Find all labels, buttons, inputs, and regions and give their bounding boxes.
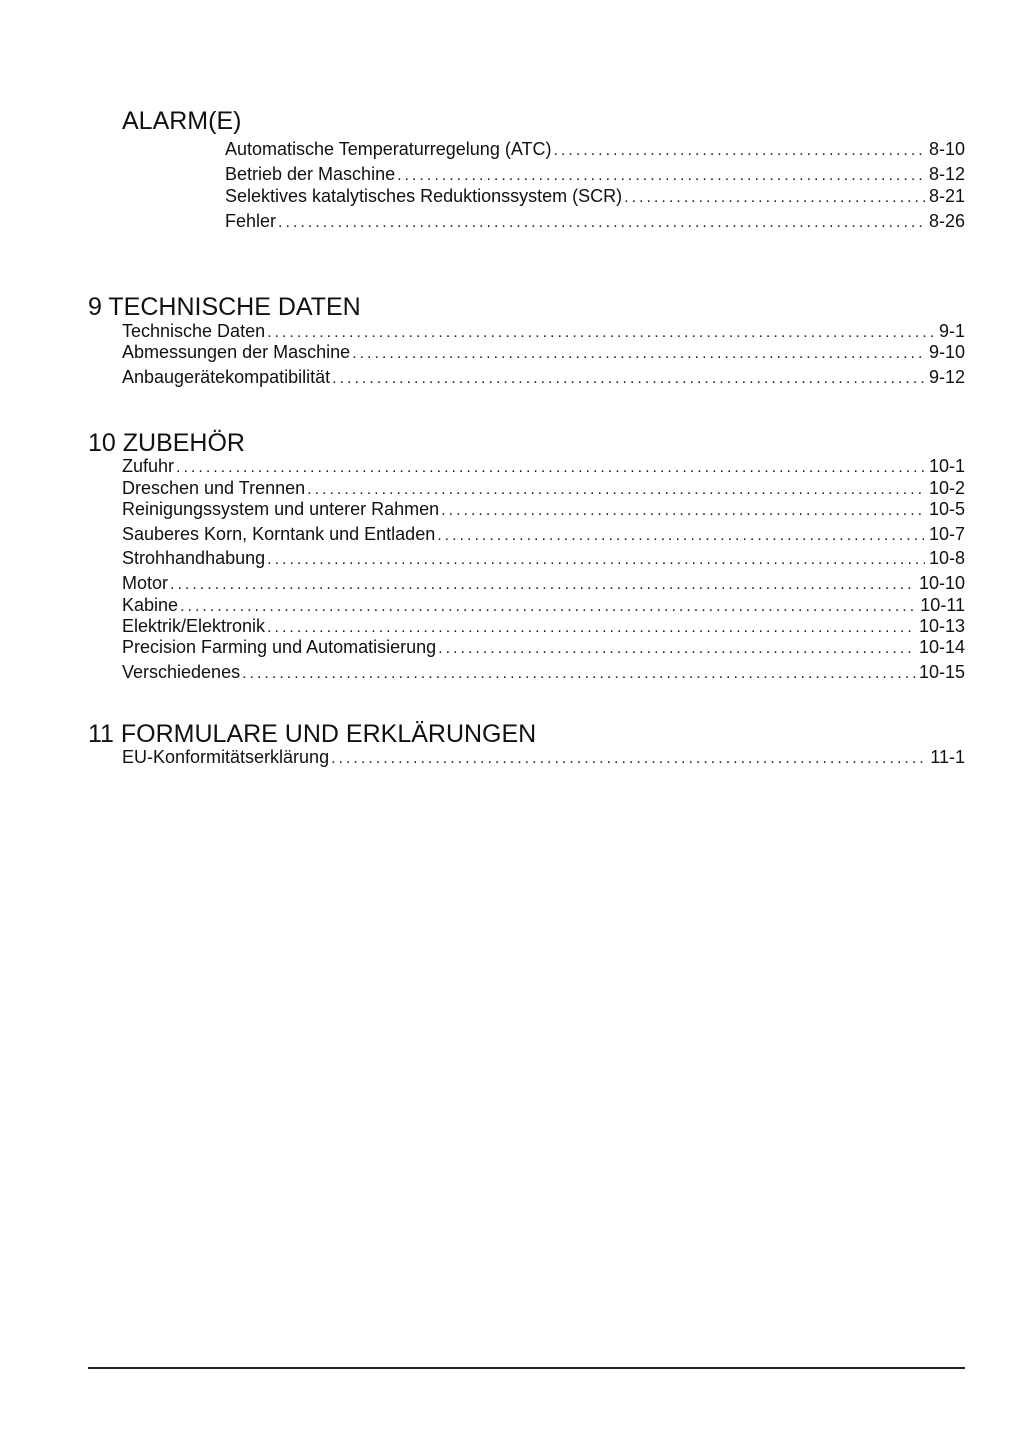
toc-page-number: 10-13	[918, 616, 965, 636]
dot-leader	[332, 368, 925, 390]
toc-page-number: 10-10	[918, 573, 965, 593]
toc-page-number: 9-12	[928, 367, 965, 387]
toc-page-number: 10-8	[928, 548, 965, 568]
toc-entry-label: Dreschen und Trennen	[122, 478, 306, 498]
toc-entry-eu-konformitaet[interactable]	[122, 746, 965, 770]
dot-leader	[331, 748, 926, 770]
toc-page-number: 11-1	[930, 747, 965, 767]
toc-entry-abmessungen[interactable]	[122, 341, 965, 365]
toc-page-number: 10-7	[928, 524, 965, 544]
toc-entry-label: Technische Daten	[122, 321, 266, 341]
toc-entry-label: Strohhandhabung	[122, 548, 266, 568]
section-heading-formulare: 11 FORMULARE UND ERKLÄRUNGEN	[88, 720, 537, 748]
toc-entry-betrieb[interactable]	[225, 163, 965, 187]
toc-entry-label: Precision Farming und Automatisierung	[122, 637, 437, 657]
toc-entry-label: Elektrik/Elektronik	[122, 616, 266, 636]
toc-page-number: 10-1	[928, 456, 965, 476]
toc-entry-fehler[interactable]	[225, 210, 965, 234]
dot-leader	[438, 638, 915, 660]
toc-entry-reinigungssystem[interactable]	[122, 498, 965, 522]
toc-page-number: 10-14	[918, 637, 965, 657]
toc-entry-verschiedenes[interactable]	[122, 661, 965, 685]
dot-leader	[278, 212, 925, 234]
toc-page-number: 10-11	[920, 595, 965, 615]
section-heading-alarme: ALARM(E)	[122, 107, 242, 135]
toc-page-number: 8-21	[928, 186, 965, 206]
dot-leader	[441, 500, 925, 522]
toc-entry-atc[interactable]	[225, 138, 965, 162]
toc-entry-label: Anbaugerätekompatibilität	[122, 367, 331, 387]
toc-page-number: 9-10	[928, 342, 965, 362]
toc-entry-precision-farming[interactable]	[122, 636, 965, 660]
toc-entry-label: Kabine	[122, 595, 179, 615]
toc-page-number: 10-5	[928, 499, 965, 519]
toc-page-number: 8-10	[928, 139, 965, 159]
toc-entry-label: Verschiedenes	[122, 662, 241, 682]
toc-entry-label: Fehler	[225, 211, 277, 231]
toc-entry-label: Abmessungen der Maschine	[122, 342, 351, 362]
toc-entry-motor[interactable]	[122, 572, 965, 596]
dot-leader	[176, 457, 925, 479]
dot-leader	[437, 525, 925, 547]
dot-leader	[242, 663, 915, 685]
section-heading-technische-daten: 9 TECHNISCHE DATEN	[88, 293, 361, 321]
toc-entry-label: EU-Konformitätserklärung	[122, 747, 330, 767]
dot-leader	[397, 165, 925, 187]
footer-rule	[88, 1367, 965, 1369]
section-heading-zubehoer: 10 ZUBEHÖR	[88, 429, 245, 457]
toc-page-number: 9-1	[938, 321, 965, 341]
toc-entry-zufuhr[interactable]	[122, 455, 965, 479]
toc-page-number: 8-12	[928, 164, 965, 184]
dot-leader	[352, 343, 925, 365]
dot-leader	[624, 187, 925, 209]
toc-entry-scr[interactable]	[225, 185, 965, 209]
toc-entry-label: Sauberes Korn, Korntank und Entladen	[122, 524, 436, 544]
toc-entry-korntank[interactable]	[122, 523, 965, 547]
dot-leader	[553, 140, 924, 162]
toc-page-number: 10-2	[928, 478, 965, 498]
toc-entry-label: Selektives katalytisches Reduktionssystem (SCR)	[225, 186, 623, 206]
toc-entry-label: Motor	[122, 573, 169, 593]
toc-entry-label: Betrieb der Maschine	[225, 164, 396, 184]
toc-entry-anbaugeraete[interactable]	[122, 366, 965, 390]
toc-page-number: 8-26	[928, 211, 965, 231]
dot-leader	[267, 549, 925, 571]
toc-entry-label: Zufuhr	[122, 456, 175, 476]
toc-page-number: 10-15	[918, 662, 965, 682]
toc-entry-label: Reinigungssystem und unterer Rahmen	[122, 499, 440, 519]
toc-entry-strohhandhabung[interactable]	[122, 547, 965, 571]
dot-leader	[170, 574, 915, 596]
toc-entry-label: Automatische Temperaturregelung (ATC)	[225, 139, 552, 159]
